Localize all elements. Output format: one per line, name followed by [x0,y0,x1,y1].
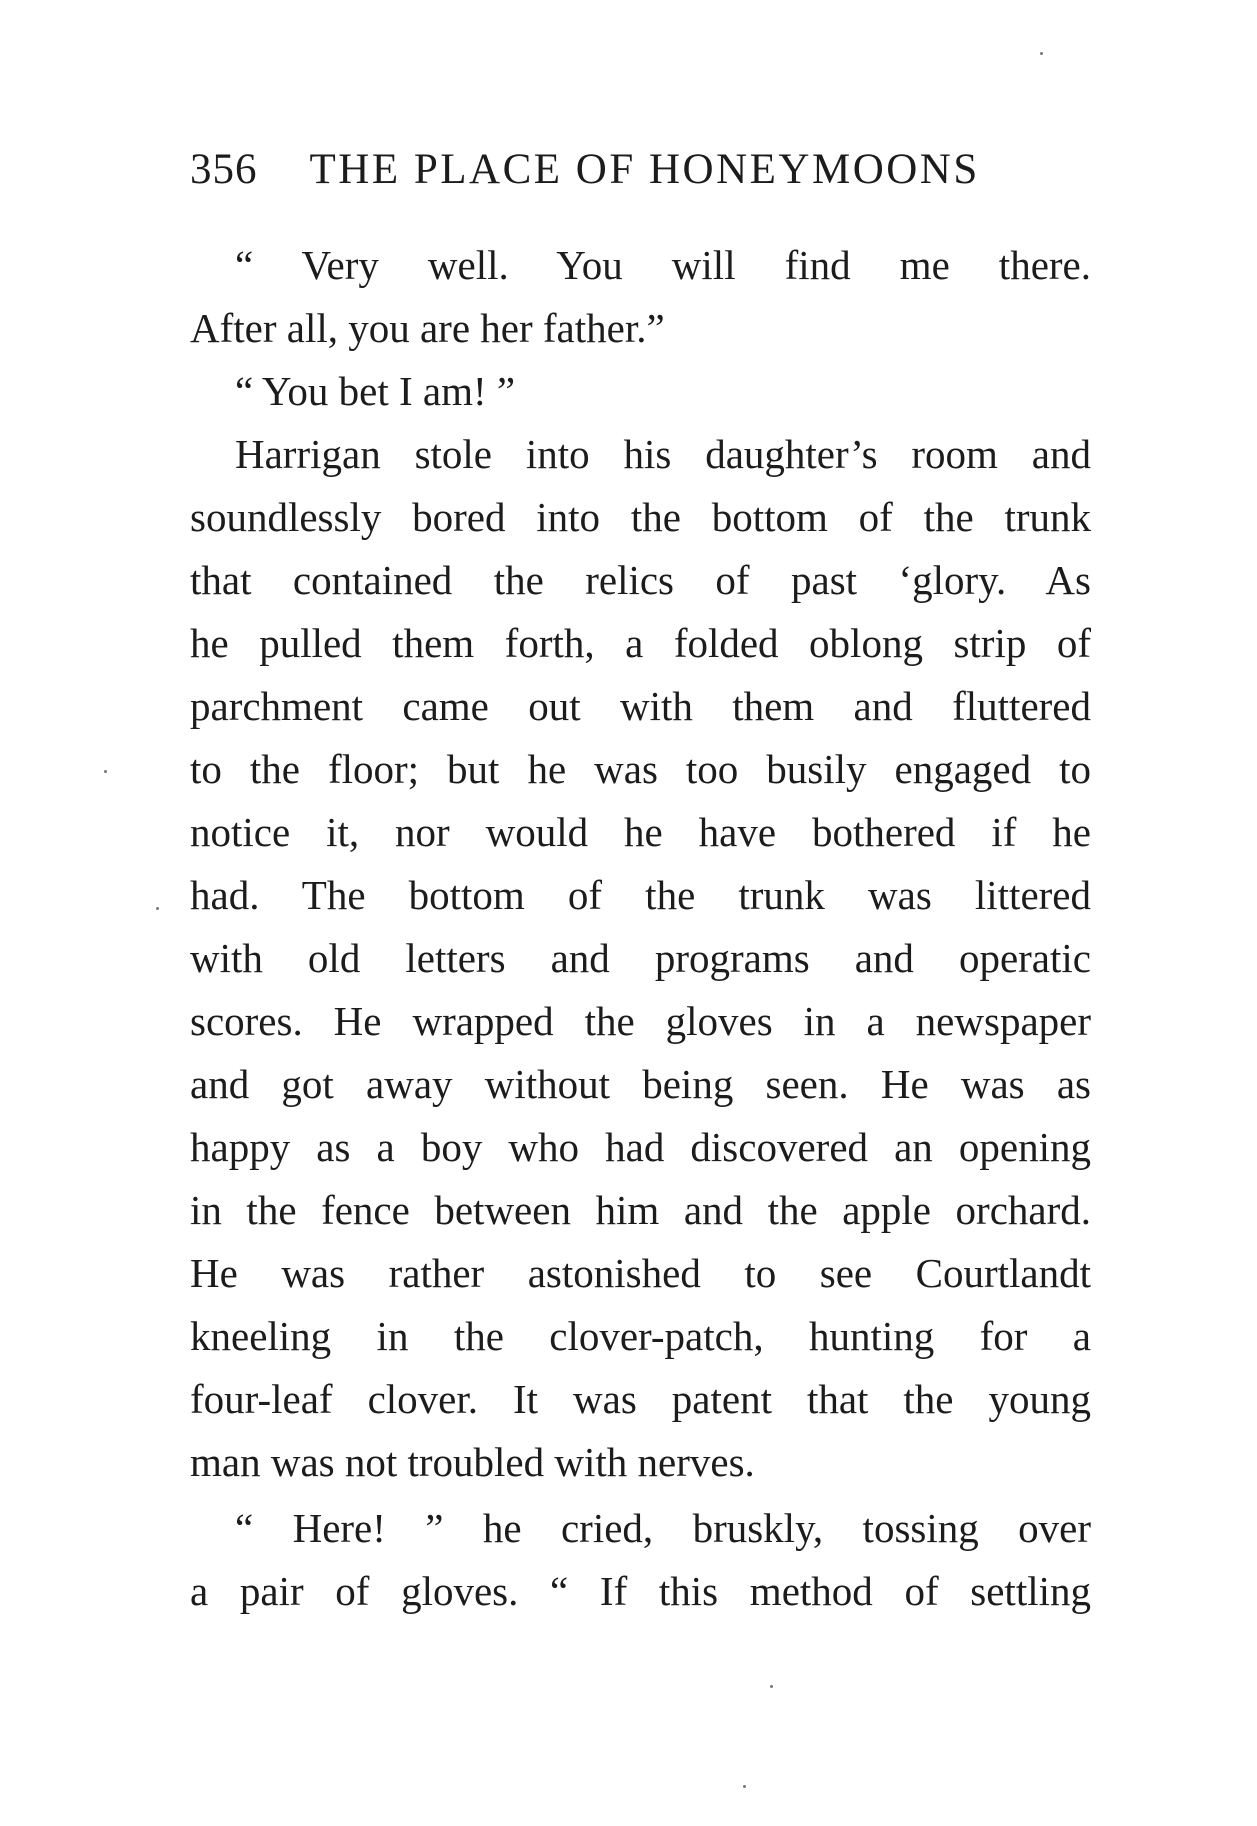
text-line: with old letters and programs and operatic [190,935,1091,981]
text-line: scores. He wrapped the gloves in a newspaper [190,998,1091,1044]
paper-speck [1040,52,1043,55]
text-line: Harrigan stole into his daughter’s room and [235,431,1091,477]
page-number: 356 [190,146,258,193]
text-line: he pulled them forth, a folded oblong strip of [190,620,1091,666]
text-line: He was rather astonished to see Courtlandt [190,1250,1091,1296]
text-line: happy as a boy who had discovered an opening [190,1124,1091,1170]
text-line: four-leaf clover. It was patent that the young [190,1376,1091,1422]
paper-speck [743,1785,746,1788]
text-line: After all, you are her father.” [190,305,665,351]
page-header [190,145,1090,205]
text-line: “ Very well. You will find me there. [235,242,1091,288]
text-line: in the fence between him and the apple orchard. [190,1187,1091,1233]
text-line: that contained the relics of past ‘glory. As [190,557,1091,603]
paper-speck [156,907,159,910]
text-line: kneeling in the clover-patch, hunting for a [190,1313,1091,1359]
text-line: soundlessly bored into the bottom of the trunk [190,494,1091,540]
body-text [190,234,1091,1623]
running-head: THE PLACE OF HONEYMOONS [309,146,980,193]
text-line: notice it, nor would he have bothered if he [190,809,1091,855]
text-line: to the floor; but he was too busily engaged to [190,746,1091,792]
text-line: man was not troubled with nerves. [190,1439,755,1485]
text-line: “ Here! ” he cried, bruskly, tossing over [235,1505,1091,1551]
text-line: and got away without being seen. He was as [190,1061,1091,1107]
paper-speck [104,770,107,773]
text-line: had. The bottom of the trunk was littered [190,872,1091,918]
paper-speck [770,1685,773,1688]
text-line: a pair of gloves. “ If this method of settling [190,1568,1091,1614]
text-line: “ You bet I am! ” [235,368,516,414]
text-line: parchment came out with them and fluttered [190,683,1091,729]
